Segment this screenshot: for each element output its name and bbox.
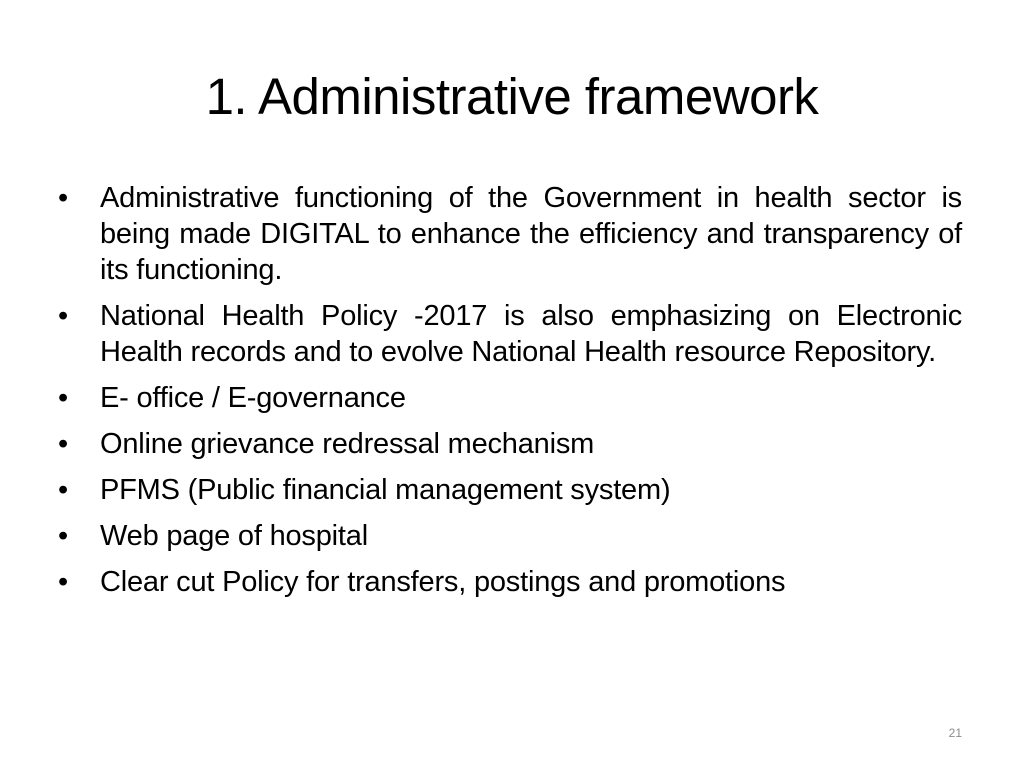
bullet-text: Web page of hospital <box>100 520 368 552</box>
bullet-icon: • <box>58 428 68 460</box>
bullet-item <box>56 426 962 462</box>
bullet-item <box>56 298 962 370</box>
bullet-icon: • <box>58 474 68 506</box>
bullet-item <box>56 380 962 416</box>
bullet-icon: • <box>58 382 68 414</box>
bullet-item <box>56 564 962 600</box>
bullet-item <box>56 180 962 288</box>
bullet-text: Online grievance redressal mechanism <box>100 428 595 460</box>
bullet-text: E- office / E-governance <box>100 382 406 414</box>
slide-number: 21 <box>948 726 962 740</box>
bullet-icon: • <box>58 300 68 332</box>
bullet-item <box>56 472 962 508</box>
bullet-item <box>56 518 962 554</box>
bullet-text: Clear cut Policy for transfers, postings and promotions <box>100 566 786 598</box>
bullet-icon: • <box>58 182 68 214</box>
bullet-list <box>56 180 962 610</box>
slide-title: 1. Administrative framework <box>205 68 819 125</box>
bullet-text: Administrative functioning of the Government in health sector is being made DIGITAL to enhance the efficiency and transparency of its functioning. <box>100 182 962 286</box>
bullet-icon: • <box>58 566 68 598</box>
bullet-text: PFMS (Public financial management system) <box>100 474 671 506</box>
bullet-text: National Health Policy -2017 is also emphasizing on Electronic Health records and to evolve National Health resource Repository. <box>100 300 962 368</box>
bullet-icon: • <box>58 520 68 552</box>
